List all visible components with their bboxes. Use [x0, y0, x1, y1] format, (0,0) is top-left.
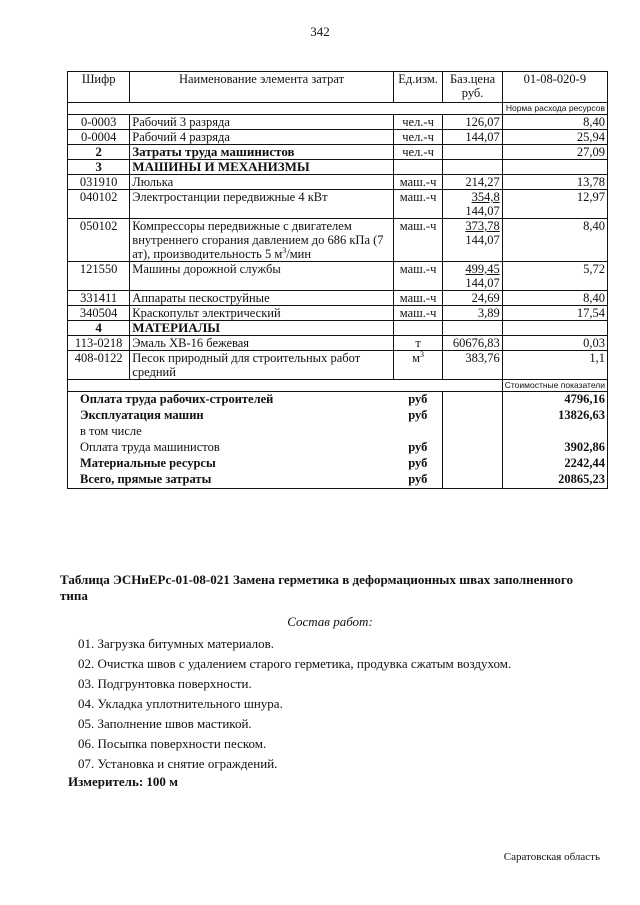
row-price [443, 321, 502, 336]
row-norm: 8,40 [502, 219, 607, 262]
row-price [443, 190, 502, 219]
row-unit [393, 130, 443, 145]
work-item: 06. Посыпка поверхности песком. [78, 736, 267, 751]
row-unit-text: маш.-ч [399, 190, 437, 204]
row-name [130, 219, 393, 262]
row-price [443, 145, 502, 160]
row-unit-text: т [415, 336, 421, 350]
row-name [130, 291, 393, 306]
row-price-extra: 144,07 [465, 276, 500, 290]
row-norm: 27,09 [502, 145, 607, 160]
row-unit-text: чел.-ч [402, 145, 434, 159]
row-code: 031910 [68, 175, 130, 190]
totals-value: 3902,86 [502, 440, 607, 456]
row-name [130, 262, 393, 291]
norm-subheader-row [68, 103, 608, 115]
table-header-row [68, 72, 608, 103]
row-price-value: 499,45 [465, 262, 500, 276]
table-row [68, 190, 608, 219]
row-price-value: 354,8 [471, 190, 500, 204]
row-unit [393, 321, 443, 336]
row-norm: 8,40 [502, 291, 607, 306]
totals-value: 2242,44 [502, 456, 607, 472]
row-unit [393, 351, 443, 380]
row-price [443, 306, 502, 321]
row-name-text: МАШИНЫ И МЕХАНИЗМЫ [132, 159, 310, 174]
work-item: 03. Подгрунтовка поверхности. [78, 676, 252, 691]
composition-heading: Состав работ: [287, 614, 373, 629]
row-unit [393, 115, 443, 130]
row-name [130, 351, 393, 380]
row-price [443, 175, 502, 190]
row-price-extra: 144,07 [465, 204, 500, 218]
row-unit [393, 262, 443, 291]
table-row [68, 336, 608, 351]
row-name [130, 115, 393, 130]
totals-value: 4796,16 [502, 392, 607, 409]
row-name [130, 160, 393, 175]
row-price [443, 291, 502, 306]
row-name-text: Компрессоры передвижные с двигателем внутреннего сгорания давлением до 686 кПа (7 ат), производительность 5 м [132, 219, 384, 261]
row-name-text: Электростанции передвижные 4 кВт [132, 190, 328, 204]
row-unit [393, 190, 443, 219]
row-price [443, 336, 502, 351]
row-norm: 12,97 [502, 190, 607, 219]
table-row [68, 160, 608, 175]
row-price [443, 351, 502, 380]
row-code: 4 [68, 321, 130, 336]
row-code: 050102 [68, 219, 130, 262]
measurer: Измеритель: 100 м [68, 774, 179, 789]
totals-row [68, 472, 608, 489]
row-name-text: Рабочий 4 разряда [132, 130, 230, 144]
totals-row [68, 440, 608, 456]
totals-label: Оплата труда рабочих-строителей [68, 392, 394, 409]
row-name [130, 145, 393, 160]
row-name-text: Аппараты пескоструйные [132, 291, 270, 305]
row-name-text: Эмаль ХВ-16 бежевая [132, 336, 250, 350]
totals-label: Эксплуатация машин [68, 408, 394, 424]
header-price: Баз.цена руб. [443, 72, 502, 103]
row-unit [393, 145, 443, 160]
row-name [130, 175, 393, 190]
row-norm: 0,03 [502, 336, 607, 351]
work-item: 01. Загрузка битумных материалов. [78, 636, 275, 651]
header-norm-code: 01-08-020-9 [502, 72, 607, 103]
totals-rows [68, 392, 608, 489]
next-table-title: Таблица ЭСНиЕРс-01-08-021 Замена герметика в деформационных швах заполненного типа [60, 572, 573, 603]
row-name-text: Рабочий 3 разряда [132, 115, 230, 129]
page-number: 342 [310, 24, 330, 39]
row-norm [502, 321, 607, 336]
cost-subheader: Стоимостные показатели [502, 380, 607, 392]
row-norm: 8,40 [502, 115, 607, 130]
row-unit-text: маш.-ч [399, 219, 437, 233]
row-name-text: МАТЕРИАЛЫ [132, 320, 221, 335]
row-norm: 1,1 [502, 351, 607, 380]
row-name [130, 321, 393, 336]
row-unit-text: чел.-ч [402, 115, 434, 129]
row-unit [393, 336, 443, 351]
footer-region: Саратовская область [503, 851, 600, 863]
next-table-section [60, 572, 600, 790]
row-unit-text: маш.-ч [399, 306, 437, 320]
row-price-value: 3,89 [477, 306, 500, 320]
row-price-extra: 144,07 [465, 233, 500, 247]
table-row [68, 145, 608, 160]
row-code: 2 [68, 145, 130, 160]
row-price-value: 214,27 [465, 175, 500, 189]
totals-row [68, 424, 608, 440]
totals-spacer [443, 456, 502, 472]
totals-spacer [443, 392, 502, 409]
row-price-value: 126,07 [465, 115, 500, 129]
row-price [443, 262, 502, 291]
table-row [68, 175, 608, 190]
row-price-value: 373,78 [465, 219, 500, 233]
row-norm: 13,78 [502, 175, 607, 190]
row-unit-text: м [412, 351, 421, 365]
row-code: 0-0003 [68, 115, 130, 130]
totals-value: 13826,63 [502, 408, 607, 424]
row-norm: 25,94 [502, 130, 607, 145]
resource-rows [68, 115, 608, 380]
row-price [443, 160, 502, 175]
row-name [130, 306, 393, 321]
row-price-value: 383,76 [465, 351, 500, 365]
work-item: 05. Заполнение швов мастикой. [78, 716, 252, 731]
totals-unit [393, 424, 443, 440]
row-price-value: 144,07 [465, 130, 500, 144]
cost-subheader-row [68, 380, 608, 392]
row-code: 040102 [68, 190, 130, 219]
row-name-text: Люлька [132, 175, 174, 189]
totals-spacer [443, 440, 502, 456]
header-unit: Ед.изм. [393, 72, 443, 103]
totals-row [68, 392, 608, 409]
row-price [443, 115, 502, 130]
table-row [68, 115, 608, 130]
table-row [68, 291, 608, 306]
totals-label: Материальные ресурсы [68, 456, 394, 472]
row-name [130, 130, 393, 145]
row-unit [393, 160, 443, 175]
totals-label: Всего, прямые затраты [68, 472, 394, 489]
row-code: 3 [68, 160, 130, 175]
row-unit [393, 219, 443, 262]
header-name: Наименование элемента затрат [130, 72, 393, 103]
table-row [68, 351, 608, 380]
row-code: 331411 [68, 291, 130, 306]
row-norm [502, 160, 607, 175]
work-item: 04. Укладка уплотнительного шнура. [78, 696, 283, 711]
totals-unit: руб [393, 408, 443, 424]
row-name-text: Затраты труда машинистов [132, 144, 295, 159]
totals-spacer [443, 408, 502, 424]
totals-spacer [443, 424, 502, 440]
row-code: 0-0004 [68, 130, 130, 145]
row-price-value: 24,69 [471, 291, 500, 305]
table-row [68, 130, 608, 145]
row-code: 408-0122 [68, 351, 130, 380]
totals-unit: руб [393, 392, 443, 409]
totals-row [68, 408, 608, 424]
row-norm: 17,54 [502, 306, 607, 321]
header-code: Шифр [68, 72, 130, 103]
row-name-tail: /мин [286, 247, 312, 261]
row-code: 121550 [68, 262, 130, 291]
row-price [443, 130, 502, 145]
totals-unit: руб [393, 456, 443, 472]
totals-unit: руб [393, 440, 443, 456]
row-unit [393, 291, 443, 306]
table-row [68, 219, 608, 262]
norm-subheader: Норма расхода ресурсов [502, 103, 607, 115]
row-code: 113-0218 [68, 336, 130, 351]
row-unit-text: маш.-ч [399, 291, 437, 305]
row-unit [393, 306, 443, 321]
row-price-value: 60676,83 [452, 336, 500, 350]
table-row [68, 306, 608, 321]
works-list [60, 634, 600, 774]
table-row [68, 321, 608, 336]
row-name-text: Краскопульт электрический [132, 306, 281, 320]
row-unit [393, 175, 443, 190]
row-code: 340504 [68, 306, 130, 321]
row-unit-text: маш.-ч [399, 262, 437, 276]
totals-spacer [443, 472, 502, 489]
work-item: 02. Очистка швов с удалением старого герметика, продувка сжатым воздухом. [78, 656, 512, 671]
totals-row [68, 456, 608, 472]
work-item: 07. Установка и снятие ограждений. [78, 756, 278, 771]
row-price [443, 219, 502, 262]
totals-value [502, 424, 607, 440]
table-row [68, 262, 608, 291]
row-unit-sup: 3 [420, 349, 425, 359]
row-unit-text: чел.-ч [402, 130, 434, 144]
row-name [130, 336, 393, 351]
row-name-text: Песок природный для строительных работ средний [132, 351, 361, 379]
totals-unit: руб [393, 472, 443, 489]
row-unit-text: маш.-ч [399, 175, 437, 189]
row-name-sup: 3 [282, 245, 287, 255]
row-name [130, 190, 393, 219]
row-name-text: Машины дорожной службы [132, 262, 281, 276]
resource-table [67, 71, 608, 489]
totals-label: в том числе [68, 424, 394, 440]
totals-value: 20865,23 [502, 472, 607, 489]
row-norm: 5,72 [502, 262, 607, 291]
totals-label: Оплата труда машинистов [68, 440, 394, 456]
